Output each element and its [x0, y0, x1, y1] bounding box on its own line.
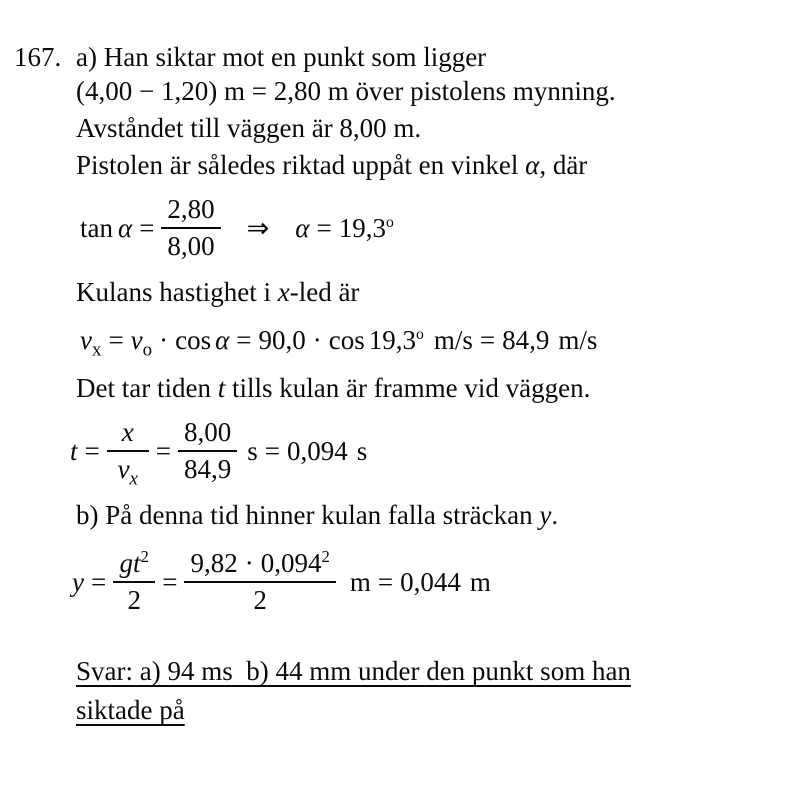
angle-value: 19,3$^o$ — [368, 325, 424, 356]
y-variable: y — [72, 566, 84, 597]
equals-sign: = — [377, 566, 394, 597]
subscript-x: x — [91, 339, 102, 361]
problem-number: 167. — [14, 42, 62, 72]
y-variable: y — [539, 500, 552, 531]
fraction-tan — [161, 194, 220, 262]
cos-function: cos — [175, 325, 212, 356]
fraction-numerator: $9,82 \cdot 0,094^2$ — [184, 548, 335, 583]
vx-term: $v_x$ — [80, 325, 102, 361]
alpha-symbol: α — [295, 212, 310, 243]
degree-superscript: o — [416, 326, 424, 344]
equals-sign: = — [90, 566, 107, 597]
equals-sign: = — [264, 435, 280, 466]
multiplication-dot: · — [312, 325, 322, 356]
answer-line-2: siktade på — [76, 695, 185, 726]
fraction-denominator: 2 — [127, 585, 141, 616]
equals-sign: = — [108, 325, 124, 356]
line-a4-text: Pistolen är således riktad uppåt en vinkel — [76, 150, 526, 180]
implies-arrow: ⇒ — [246, 212, 270, 243]
unit-m: m — [349, 566, 371, 597]
line-a2: (4,00 − 1,20) m = 2,80 m över pistolens mynning. — [76, 76, 616, 106]
line-a4 — [76, 147, 790, 184]
fraction-x-over-vx — [107, 417, 149, 490]
cos-function: cos — [328, 325, 365, 356]
degree-superscript: o — [385, 213, 394, 231]
subscript-o: o — [142, 339, 153, 361]
unit-ms: m/s — [433, 325, 473, 356]
fraction-denominator: 8,00 — [167, 231, 215, 262]
equals-sign: = — [236, 325, 252, 356]
line-a3: Avståndet till väggen är 8,00 m. — [76, 113, 422, 143]
alpha-symbol: α — [525, 150, 540, 180]
equals-sign: = — [479, 325, 496, 356]
squared-superscript: 2 — [321, 547, 330, 567]
line-kulans: Kulans hastighet i x-led är — [76, 277, 360, 308]
equation-time — [70, 417, 790, 490]
fraction-denominator: 84,9 — [183, 454, 232, 485]
fraction-numerator: 2,80 — [161, 194, 220, 229]
fall-value: 0,044 — [400, 566, 461, 597]
time-value: 0,094 — [286, 435, 348, 466]
t-variable: t — [70, 435, 78, 466]
fraction-distance-over-speed — [178, 417, 237, 485]
tan-function: tan — [80, 212, 113, 243]
subscript-x: x — [129, 468, 138, 490]
line-tiden: Det tar tiden t tills kulan är framme vid väggen. — [76, 373, 591, 404]
equals-sign: = — [316, 212, 332, 243]
alpha-symbol: α — [215, 325, 230, 356]
multiplication-dot: · — [159, 325, 169, 356]
fraction-denominator: 2 — [253, 585, 267, 616]
equation-vx — [80, 325, 790, 361]
unit-s: s — [247, 435, 258, 466]
answer-block — [76, 652, 790, 730]
unit-s: s — [356, 435, 368, 466]
line-a1: a) Han siktar mot en punkt som ligger — [76, 42, 487, 72]
problem-first-line — [14, 42, 790, 73]
equals-sign: = — [139, 212, 155, 243]
unit-ms: m/s — [558, 325, 598, 356]
unit-m: m — [469, 566, 491, 597]
line-a4-tail: , där — [539, 150, 588, 180]
x-variable: x — [277, 277, 290, 308]
fraction-numerator: x — [107, 417, 149, 452]
equals-sign: = — [162, 566, 178, 597]
equals-sign: = — [155, 435, 171, 466]
speed-value: 90,0 — [258, 325, 306, 356]
solution-body — [70, 73, 790, 730]
equals-sign: = — [84, 435, 100, 466]
equation-tan-alpha — [80, 194, 790, 262]
v0-term: $v_o$ — [130, 325, 153, 361]
angle-value: 19,3$^o$ — [338, 212, 394, 243]
fraction-numerator: 8,00 — [178, 417, 237, 452]
fraction-denominator: $v_x$ — [117, 454, 138, 490]
answer-line-1: Svar: a) 94 ms b) 44 mm under den punkt som han — [76, 656, 631, 687]
fraction-numeric — [184, 548, 335, 616]
fraction-gt2-over-2 — [113, 548, 155, 616]
squared-superscript: 2 — [140, 547, 149, 567]
line-b: b) På denna tid hinner kulan falla sträckan y. — [76, 500, 559, 531]
equation-fall-distance — [72, 548, 790, 616]
result-value: 84,9 — [502, 325, 550, 356]
multiplication-dot: · — [244, 548, 254, 579]
t-variable: t — [217, 373, 226, 404]
alpha-symbol: α — [118, 212, 133, 243]
fraction-numerator: $gt^2$ — [113, 548, 155, 583]
